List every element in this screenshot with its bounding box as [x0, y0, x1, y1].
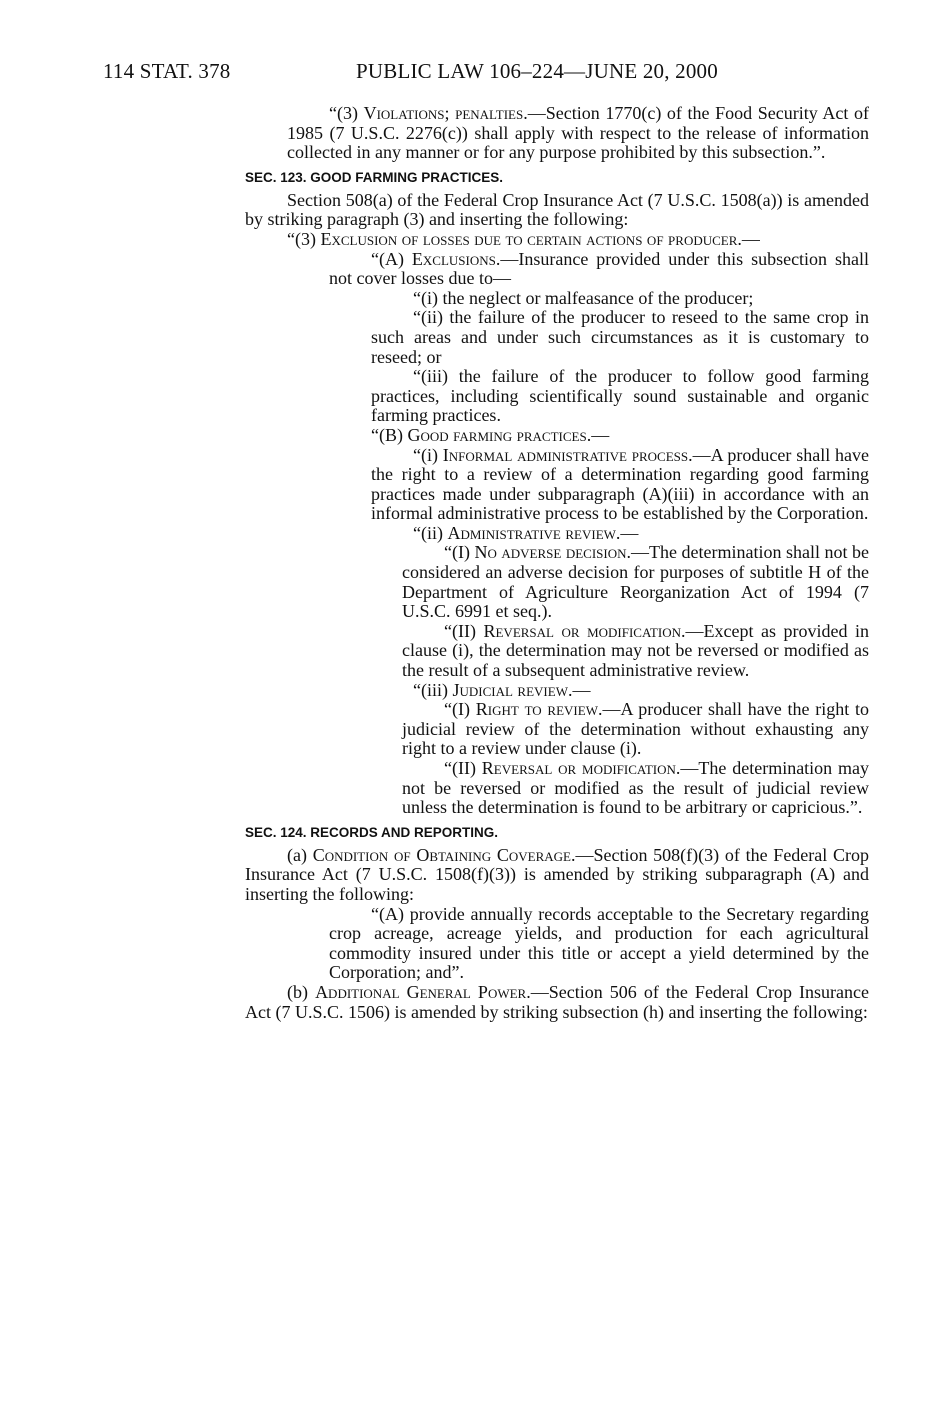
section-124-heading: SEC. 124. RECORDS AND REPORTING.: [245, 824, 499, 840]
subsection-a-quoted-text: “(A) provide annually records acceptable to the Secretary regarding crop acreage, acreage yields, and production for each agricultural commodity insured under this title or accept a yield determined by the Corporation; and”.: [329, 903, 869, 983]
caption: Good farming practices.: [407, 424, 592, 445]
caption: Violations; penalties.: [363, 103, 528, 123]
subparagraph-b-good-farming: “(B) Good farming practices.—: [371, 424, 610, 445]
caption: Additional General Power.: [315, 981, 531, 1002]
clause-b-ii-administrative: “(ii) Administrative review.—: [413, 522, 639, 543]
clause-b-i-informal: “(i) Informal administrative process.—A producer shall have the right to a review of a determination regarding good farming practices made under subparagraph (A)(iii) in accordance with an informal administrative process to be established by the Corporation.: [371, 444, 869, 524]
paragraph-violations-penalties: “(3) Violations; penalties.—Section 1770(c) of the Food Security Act of 1985 (7 U.S.C. 2276(c)) shall apply with respect to the release of information collected in any manner or for any purpose prohibited by this subsection.”.: [287, 103, 869, 163]
subsection-a-condition: (a) Condition of Obtaining Coverage.—Section 508(f)(3) of the Federal Crop Insurance Act (7 U.S.C. 1508(f)(3)) is amended by striking subparagraph (A) and inserting the following:: [245, 844, 870, 904]
public-law-title: PUBLIC LAW 106–224—JUNE 20, 2000: [356, 59, 718, 83]
caption: Reversal or modification.: [483, 620, 686, 641]
stat-reference: 114 STAT. 378: [103, 59, 231, 83]
caption: No adverse decision.: [474, 542, 632, 563]
subclause-b-iii-II: “(II) Reversal or modification.—The determination may not be reversed or modified as the result of judicial review unless the determination is found to be arbitrary or capricious.”.: [402, 758, 869, 818]
caption: Reversal or modification.: [481, 758, 681, 778]
caption: Judicial review.: [452, 679, 573, 700]
caption: Administrative review.: [447, 522, 621, 543]
section-123-intro: Section 508(a) of the Federal Crop Insurance Act (7 U.S.C. 1508(a)) is amended by striking paragraph (3) and inserting the following:: [245, 189, 869, 230]
caption: Exclusions.: [411, 248, 501, 269]
subsection-b-additional-power: (b) Additional General Power.—Section 506 of the Federal Crop Insurance Act (7 U.S.C. 1506) is amended by striking subsection (h) and inserting the following:: [245, 981, 869, 1022]
clause-iii: “(iii) the failure of the producer to follow good farming practices, including scientifically sound sustainable and organic farming practices.: [371, 366, 869, 426]
subclause-b-iii-I: “(I) Right to review.—A producer shall have the right to judicial review of the determination without exhausting any right to a review under clause (i).: [402, 699, 869, 759]
caption: Exclusion of losses due to certain actions of producer.: [320, 228, 742, 249]
section-123-heading: SEC. 123. GOOD FARMING PRACTICES.: [245, 169, 504, 185]
clause-ii: “(ii) the failure of the producer to reseed to the same crop in such areas and under such circumstances as it is customary to reseed; or: [371, 307, 869, 367]
caption: Condition of Obtaining Coverage.: [312, 844, 576, 865]
caption: Right to review.: [475, 699, 603, 720]
caption: Informal administrative process.: [442, 444, 693, 465]
paragraph-3-exclusion: “(3) Exclusion of losses due to certain actions of producer.—: [287, 228, 760, 249]
clause-b-iii-judicial: “(iii) Judicial review.—: [413, 679, 591, 700]
clause-i: “(i) the neglect or malfeasance of the producer;: [413, 287, 754, 308]
subclause-b-ii-II: “(II) Reversal or modification.—Except as provided in clause (i), the determination may not be reversed or modified as the result of a subsequent administrative review.: [402, 620, 869, 681]
subclause-b-ii-I: “(I) No adverse decision.—The determination shall not be considered an adverse decision for purposes of subtitle H of the Department of Agriculture Reorganization Act of 1994 (7 U.S.C. 6991 et seq.).: [402, 542, 869, 622]
page-body: [245, 104, 869, 1022]
subparagraph-a-exclusions: “(A) Exclusions.—Insurance provided under this subsection shall not cover losses due to—: [329, 248, 869, 289]
